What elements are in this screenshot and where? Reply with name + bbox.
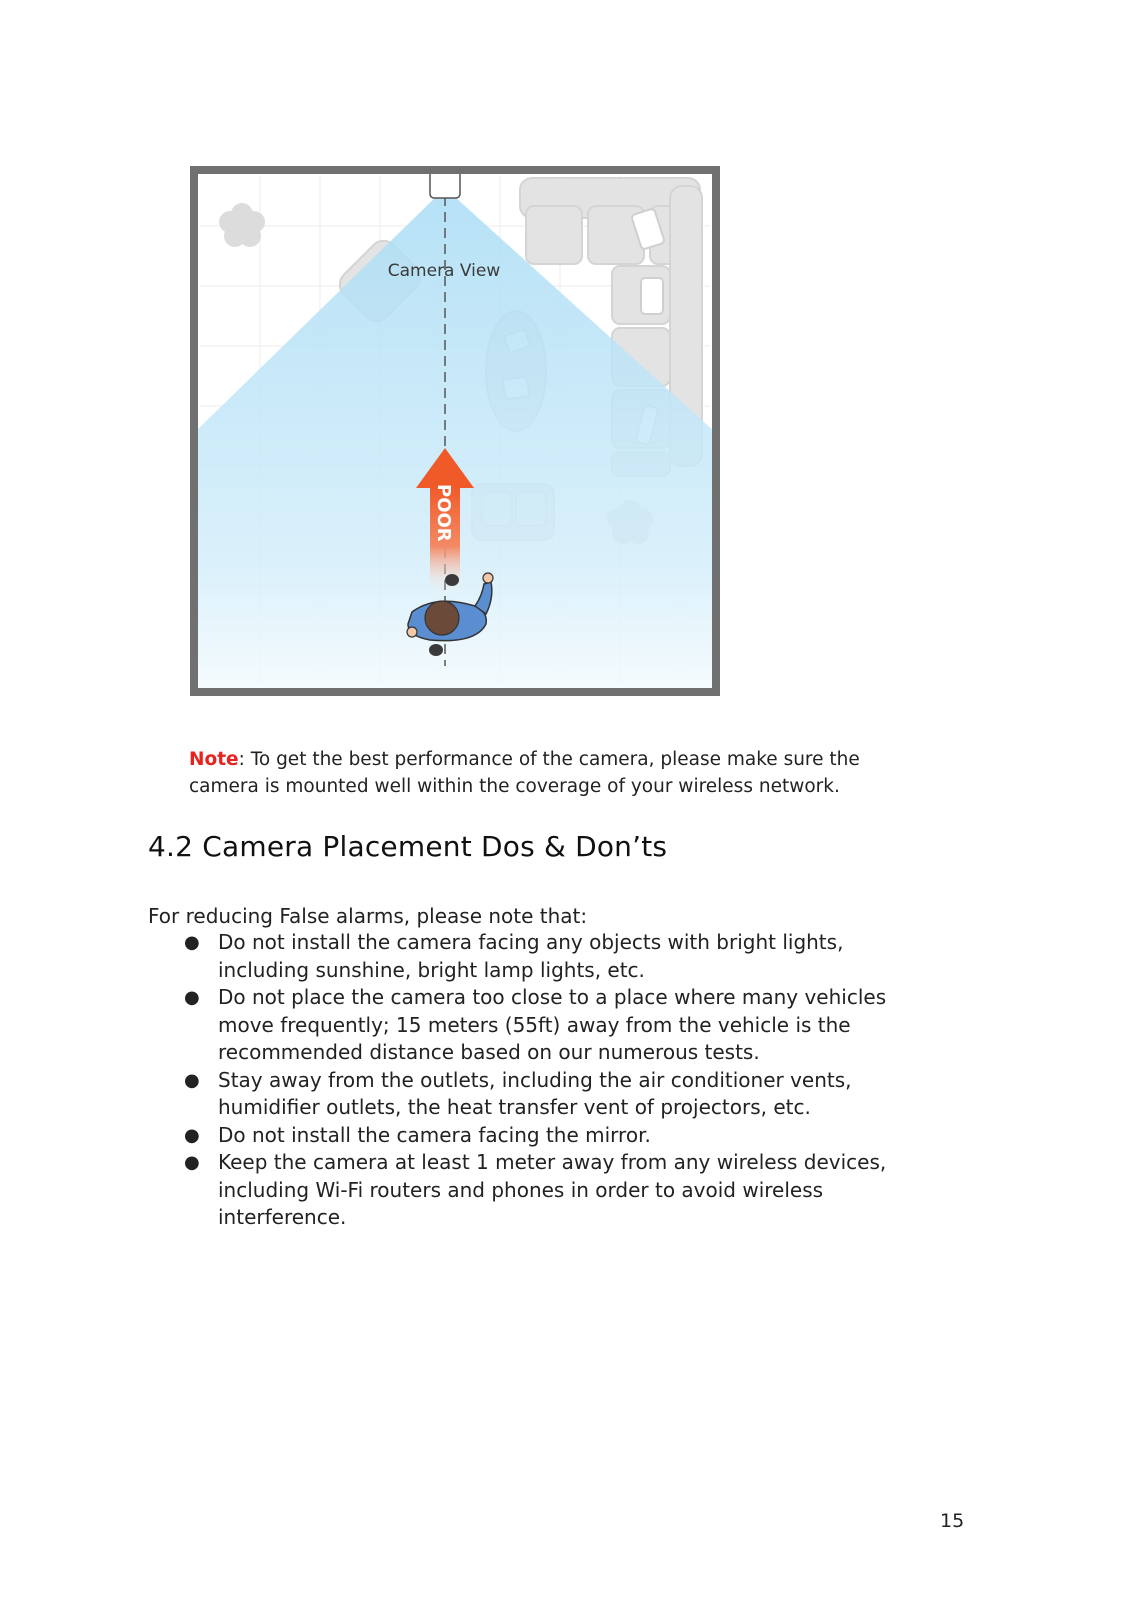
bullet-icon: ●: [184, 1069, 200, 1091]
room-floor-plan: [190, 166, 720, 696]
placement-tips-list: [148, 929, 938, 1232]
list-item-text: Keep the camera at least 1 meter away from any wireless devices, including Wi-Fi routers and phones in order to avoid wireless interference.: [218, 1150, 887, 1229]
camera-view-label: Camera View: [387, 261, 501, 281]
section-title: 4.2 Camera Placement Dos & Don’ts: [148, 830, 668, 863]
page-number: 15: [940, 1510, 965, 1532]
list-item: [148, 1067, 938, 1122]
list-item: [148, 929, 938, 984]
note-label: Note: [189, 748, 239, 770]
bullet-icon: ●: [184, 987, 200, 1008]
list-item-text: Do not install the camera facing the mirror.: [218, 1122, 651, 1147]
bullet-icon: ●: [184, 1152, 200, 1173]
bullet-icon: ●: [184, 1124, 200, 1146]
bullet-icon: ●: [184, 932, 200, 953]
list-item: [148, 984, 938, 1067]
list-item-text: Do not place the camera too close to a place where many vehicles move frequently; 15 meters (55ft) away from the vehicle is the recommended distance based on our numerous tests.: [218, 985, 887, 1064]
list-item-text: Do not install the camera facing any objects with bright lights, including sunshine, bright lamp lights, etc.: [218, 930, 844, 982]
list-item-text: Stay away from the outlets, including the air conditioner vents, humidifier outlets, the heat transfer vent of projectors, etc.: [218, 1067, 852, 1119]
note-text: : To get the best performance of the camera, please make sure the camera is mounted well within the coverage of your wireless network.: [189, 748, 860, 797]
list-item: [148, 1122, 938, 1150]
camera-placement-diagram: [190, 166, 720, 696]
note-paragraph: [189, 746, 909, 800]
section-intro: For reducing False alarms, please note that:: [148, 904, 588, 928]
list-item: [148, 1149, 938, 1232]
signal-quality-label: POOR: [433, 484, 454, 542]
